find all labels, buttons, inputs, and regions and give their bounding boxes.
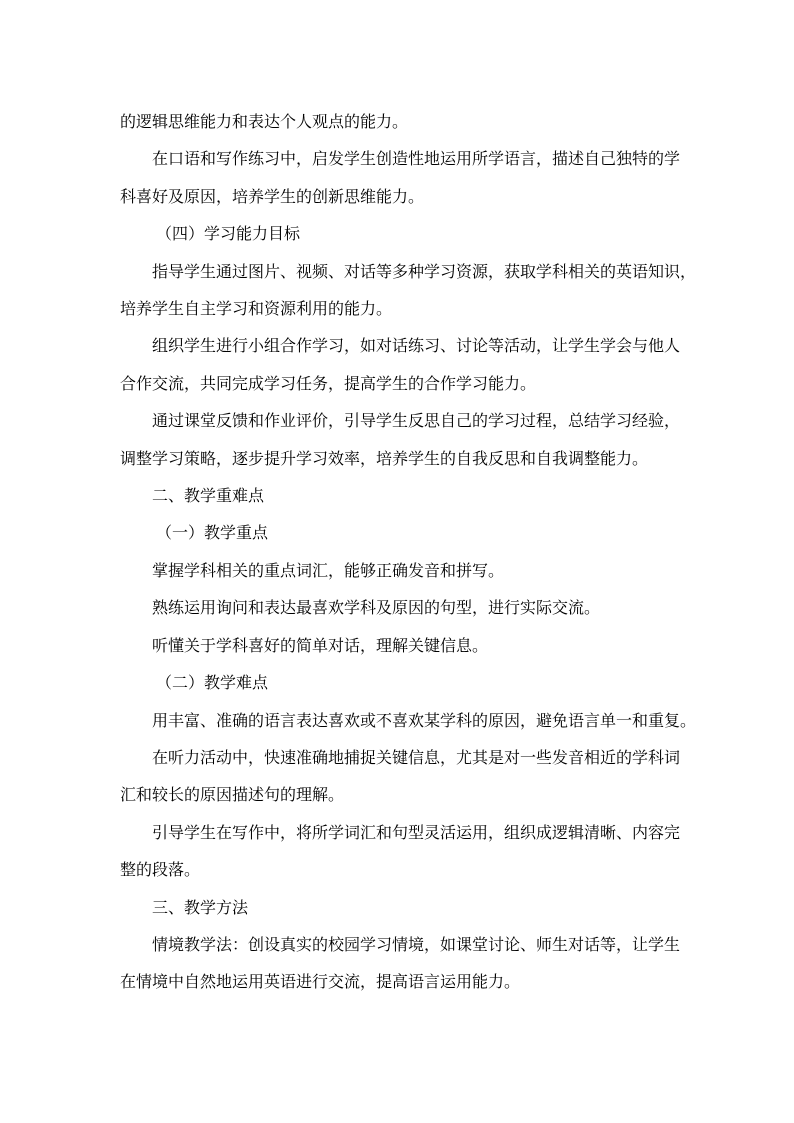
text-line: 引导学生在写作中，将所学词汇和句型灵活运用，组织成逻辑清晰、内容完 [152,822,681,842]
paragraph-listening-key-info [120,739,680,814]
text-line: 组织学生进行小组合作学习，如对话练习、讨论等活动，让学生学会与他人 [152,336,681,356]
text-line: 培养学生自主学习和资源利用的能力。 [120,299,393,319]
text-line: 在听力活动中，快速准确地捕捉关键信息，尤其是对一些发音相近的学科词 [152,747,681,767]
paragraph-group-cooperation [120,327,680,402]
text-line: 科喜好及原因，培养学生的创新思维能力。 [120,186,425,206]
text-line: 通过课堂反馈和作业评价，引导学生反思自己的学习过程，总结学习经验， [152,411,681,431]
subheading-key-points [120,514,680,551]
text-line: 指导学生通过图片、视频、对话等多种学习资源，获取学科相关的英语知识， [152,261,697,281]
text-line: 整的段落。 [120,860,201,880]
document-body [120,103,697,1001]
text-line: 掌握学科相关的重点词汇，能够正确发音和拼写。 [152,560,505,580]
text-line: 在口语和写作练习中，启发学生创造性地运用所学语言，描述自己独特的学 [152,149,681,169]
text-line: （四）学习能力目标 [156,224,301,244]
paragraph-sentence-patterns [120,589,680,626]
text-line: 听懂关于学科喜好的简单对话，理解关键信息。 [152,635,489,655]
text-line: 汇和较长的原因描述句的理解。 [120,785,345,805]
paragraph-creative-thinking [120,140,680,215]
text-line: 三、教学方法 [152,897,249,917]
paragraph-listening-dialogue [120,627,680,664]
paragraph-continuation [120,103,680,140]
text-line: 情境教学法：创设真实的校园学习情境，如课堂讨论、师生对话等，让学生 [152,934,681,954]
text-line: 在情境中自然地运用英语进行交流，提高语言运用能力。 [120,972,521,992]
heading-teaching-methods [120,889,680,926]
text-line: （一）教学重点 [156,523,269,543]
text-line: （二）教学难点 [156,673,269,693]
paragraph-rich-expression [120,702,697,739]
text-line: 熟练运用询问和表达最喜欢学科及原因的句型，进行实际交流。 [152,598,601,618]
subheading-learning-ability-goals [120,215,680,252]
paragraph-self-reflection [120,402,680,477]
text-line: 的逻辑思维能力和表达个人观点的能力。 [120,112,409,131]
paragraph-writing-organization [120,814,680,889]
text-line: 二、教学重难点 [152,486,265,506]
paragraph-key-vocabulary [120,552,680,589]
paragraph-situational-teaching [120,926,680,1001]
text-line: 合作交流，共同完成学习任务，提高学生的合作学习能力。 [120,373,537,393]
paragraph-learning-resources [120,253,697,328]
text-line: 用丰富、准确的语言表达喜欢或不喜欢某学科的原因，避免语言单一和重复。 [152,710,697,730]
subheading-difficult-points [120,664,680,701]
heading-key-and-difficult-points [120,477,680,514]
text-line: 调整学习策略，逐步提升学习效率，培养学生的自我反思和自我调整能力。 [120,448,649,468]
